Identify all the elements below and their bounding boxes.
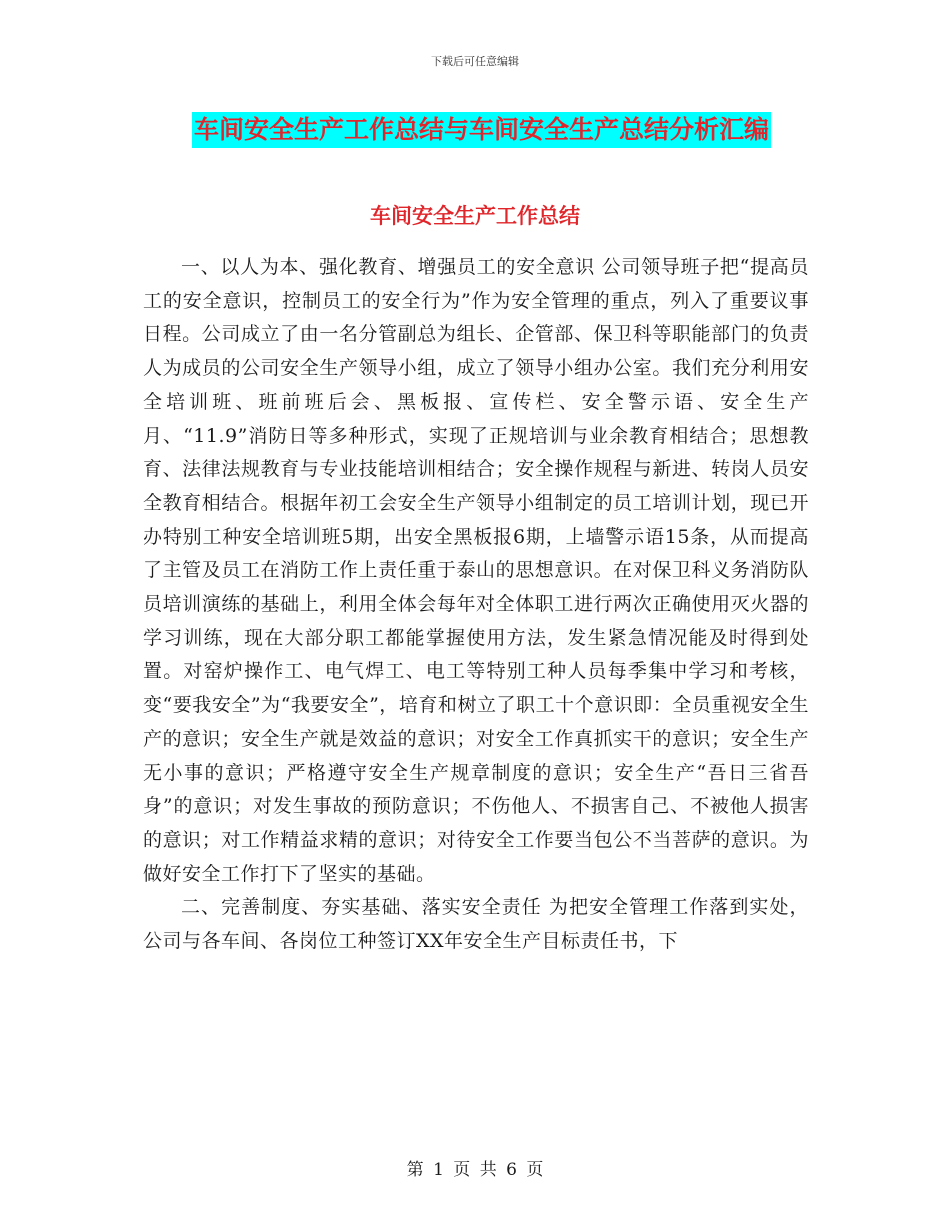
paragraph-1: 一、以人为本、强化教育、增强员工的安全意识 公司领导班子把“提高员工的安全意识，控制员工的安全行为”作为安全管理的重点，列入了重要议事日程。公司成立了由一名分管副总为组长、企管部、保卫科等职能部门的负责人为成员的公司安全生产领导小组，成立了领导小组办公室。我们充分利用安全培训班、班前班后会、黑板报、宣传栏、安全警示语、安全生产月、“11.9”消防日等多种形式，实现了正规培训与业余教育相结合；思想教育、法律法规教育与专业技能培训相结合；安全操作规程与新进、转岗人员安全教育相结合。根据年初工会安全生产领导小组制定的员工培训计划，现已开办特别工种安全培训班5期，出安全黑板报6期，上墙警示语15条，从而提高了主管及员工在消防工作上责任重于泰山的思想意识。在对保卫科义务消防队员培训演练的基础上，利用全体会每年对全体职工进行两次正确使用灭火器的学习训练，现在大部分职工都能掌握使用方法，发生紧急情况能及时得到处置。对窑炉操作工、电气焊工、电工等特别工种人员每季集中学习和考核，变“要我安全”为“我要安全”，培育和树立了职工十个意识即：全员重视安全生产的意识；安全生产就是效益的意识；对安全工作真抓实干的意识；安全生产无小事的意识；严格遵守安全生产规章制度的意识；安全生产“吾日三省吾身”的意识；对发生事故的预防意识；不伤他人、不损害自己、不被他人损害的意识；对工作精益求精的意识；对待安全工作要当包公不当菩萨的意识。为做好安全工作打下了坚实的基础。 <box>143 256 809 885</box>
page-number: 第 1 页 共 6 页 <box>406 1160 544 1180</box>
document-body <box>143 251 809 959</box>
header-note: 下载后可任意编辑 <box>431 55 519 68</box>
section-title: 车间安全生产工作总结 <box>370 203 580 228</box>
document-title: 车间安全生产工作总结与车间安全生产总结分析汇编 <box>192 112 771 148</box>
paragraph-2: 二、完善制度、夯实基础、落实安全责任 为把安全管理工作落到实处，公司与各车间、各岗位工种签订XX年安全生产目标责任书，下 <box>143 896 809 953</box>
